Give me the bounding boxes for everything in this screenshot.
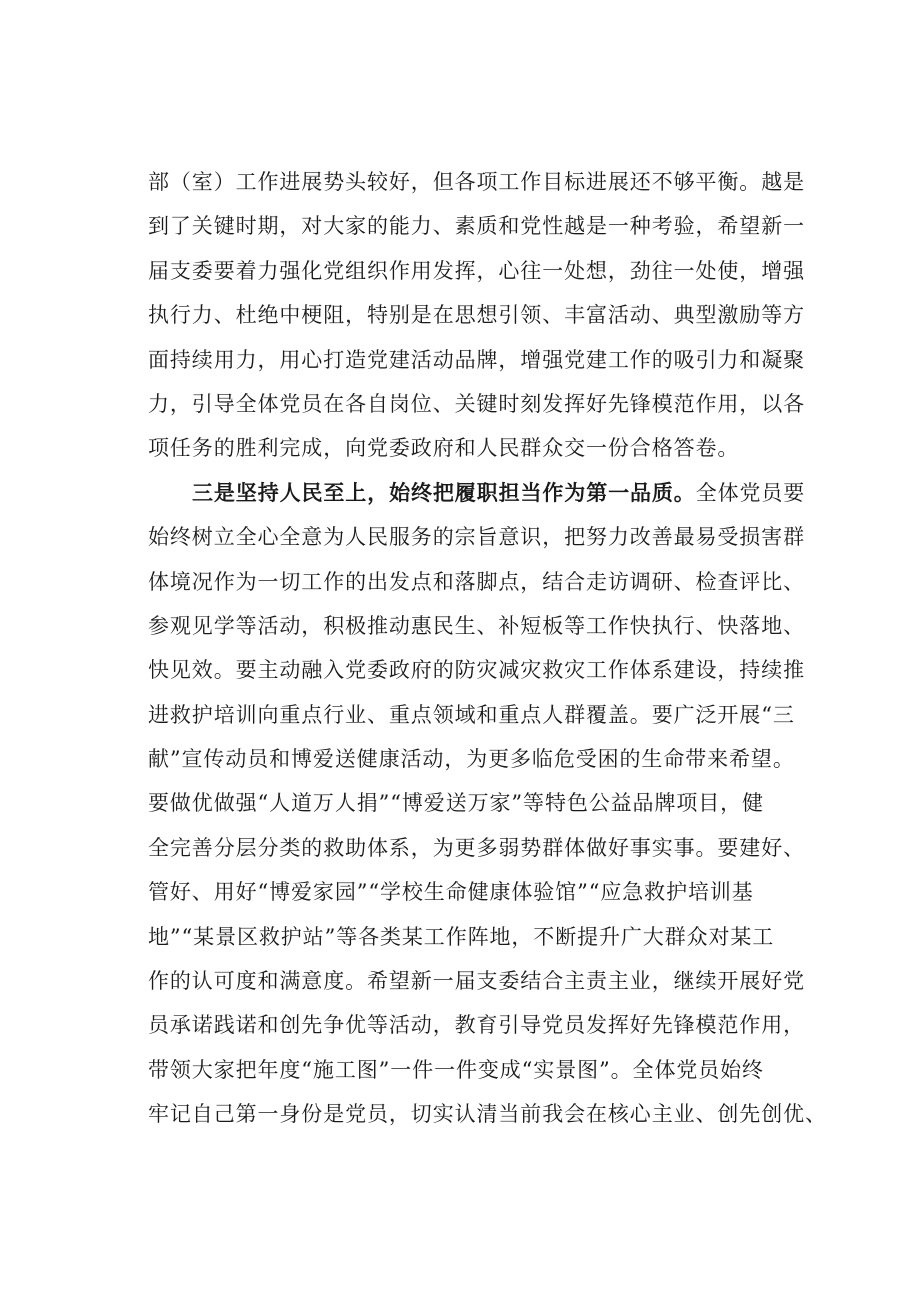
text-line: 届支委要着力强化党组织作用发挥，心往一处想，劲往一处使，增强 xyxy=(148,258,805,283)
paragraph-2 xyxy=(148,471,827,1137)
text-line: 部（室）工作进展势头较好，但各项工作目标进展还不够平衡。越是 xyxy=(148,170,805,194)
text-line: 员承诺践诺和创先争优等活动，教育引导党员发挥好先锋模范作用， xyxy=(148,1013,805,1038)
text-line: 到了关键时期，对大家的能力、素质和党性越是一种考验，希望新一 xyxy=(148,214,805,239)
heading-line-rest: 全体党员要 xyxy=(695,480,806,505)
text-line: 面持续用力，用心打造党建活动品牌，增强党建工作的吸引力和凝聚 xyxy=(148,347,805,372)
text-line: 牢记自己第一身份是党员，切实认清当前我会在核心主业、创先创优、 xyxy=(148,1102,827,1127)
text-line: 作的认可度和满意度。希望新一届支委结合主责主业，继续开展好党 xyxy=(148,969,805,994)
text-line: 带领大家把年度“施工图”一件一件变成“实景图”。全体党员始终 xyxy=(148,1057,764,1082)
text-line: 参观见学等活动，积极推动惠民生、补短板等工作快执行、快落地、 xyxy=(148,613,805,638)
text-line: 项任务的胜利完成，向党委政府和人民群众交一份合格答卷。 xyxy=(148,436,740,461)
paragraph-2-first-line xyxy=(148,471,814,515)
text-line: 全完善分层分类的救助体系，为更多弱势群体做好事实事。要建好、 xyxy=(148,835,805,860)
text-line: 管好、用好“博爱家园”“学校生命健康体验馆”“应急救护培训基 xyxy=(148,880,754,905)
text-line: 地”“某景区救护站”等各类某工作阵地，不断提升广大群众对某工 xyxy=(148,924,775,949)
paragraph-1 xyxy=(148,160,814,471)
text-line: 快见效。要主动融入党委政府的防灾减灾救灾工作体系建设，持续推 xyxy=(148,658,805,683)
text-line: 力，引导全体党员在各自岗位、关键时刻发挥好先锋模范作用，以各 xyxy=(148,391,805,416)
text-line: 始终树立全心全意为人民服务的宗旨意识，把努力改善最易受损害群 xyxy=(148,525,805,550)
text-line: 要做优做强“人道万人捐”“博爱送万家”等特色公益品牌项目，健 xyxy=(148,791,764,816)
text-line: 执行力、杜绝中梗阻，特别是在思想引领、丰富活动、典型激励等方 xyxy=(148,303,805,328)
section-heading: 三是坚持人民至上，始终把履职担当作为第一品质。 xyxy=(192,479,696,505)
document-body xyxy=(148,160,827,1137)
text-line: 体境况作为一切工作的出发点和落脚点，结合走访调研、检查评比、 xyxy=(148,569,805,594)
text-line: 进救护培训向重点行业、重点领域和重点人群覆盖。要广泛开展“三 xyxy=(148,702,795,727)
text-line: 献”宣传动员和博爱送健康活动，为更多临危受困的生命带来希望。 xyxy=(148,747,795,772)
